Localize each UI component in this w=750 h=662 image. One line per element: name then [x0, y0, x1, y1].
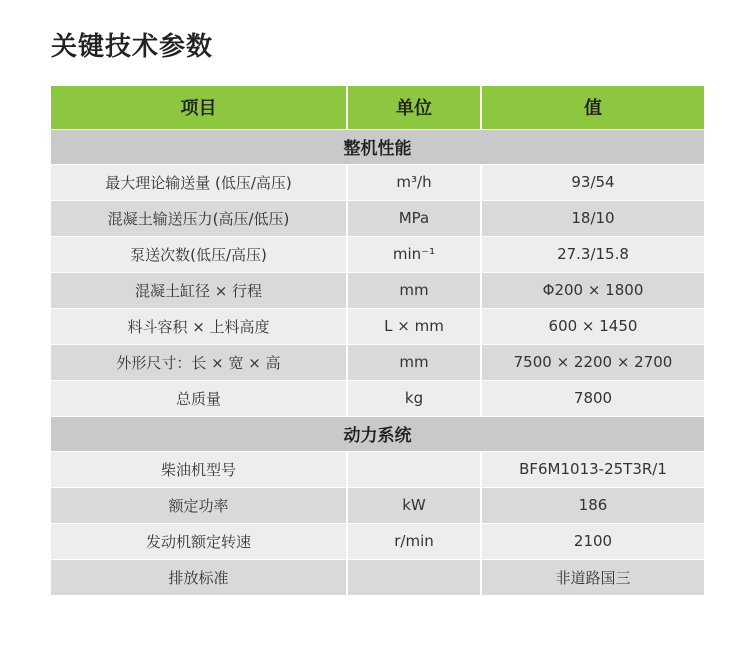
row-item: 发动机额定转速: [51, 523, 347, 559]
row-item: 泵送次数(低压/高压): [51, 236, 347, 272]
row-value: 27.3/15.8: [481, 236, 704, 272]
row-item: 外形尺寸：长 × 宽 × 高: [51, 344, 347, 380]
row-value: 7500 × 2200 × 2700: [481, 344, 704, 380]
spec-table: [51, 86, 704, 595]
row-unit: m³/h: [347, 164, 481, 200]
section-title: 动力系统: [51, 416, 704, 451]
table-row: [51, 559, 704, 595]
table-header-row: [51, 86, 704, 129]
row-unit: L × mm: [347, 308, 481, 344]
row-unit: kg: [347, 380, 481, 416]
row-unit: mm: [347, 344, 481, 380]
table-row: [51, 272, 704, 308]
row-value: 7800: [481, 380, 704, 416]
row-item: 混凝土输送压力(高压/低压): [51, 200, 347, 236]
row-item: 总质量: [51, 380, 347, 416]
row-item: 排放标准: [51, 559, 347, 595]
row-unit: mm: [347, 272, 481, 308]
row-unit: kW: [347, 487, 481, 523]
table-row: [51, 523, 704, 559]
table-row: [51, 380, 704, 416]
table-row: [51, 200, 704, 236]
row-unit: min⁻¹: [347, 236, 481, 272]
table-row: [51, 164, 704, 200]
row-value: 非道路国三: [481, 559, 704, 595]
table-row: [51, 344, 704, 380]
table-row: [51, 451, 704, 487]
header-value: 值: [481, 86, 704, 129]
row-value: 93/54: [481, 164, 704, 200]
row-unit: [347, 451, 481, 487]
header-unit: 单位: [347, 86, 481, 129]
row-unit: r/min: [347, 523, 481, 559]
row-value: 186: [481, 487, 704, 523]
row-value: BF6M1013-25T3R/1: [481, 451, 704, 487]
row-value: 18/10: [481, 200, 704, 236]
section-title: 整机性能: [51, 129, 704, 164]
row-item: 最大理论输送量 (低压/高压): [51, 164, 347, 200]
row-item: 料斗容积 × 上料高度: [51, 308, 347, 344]
row-value: 600 × 1450: [481, 308, 704, 344]
table-row: [51, 487, 704, 523]
row-value: Φ200 × 1800: [481, 272, 704, 308]
row-item: 混凝土缸径 × 行程: [51, 272, 347, 308]
table-row: [51, 236, 704, 272]
section-row: [51, 129, 704, 164]
row-unit: [347, 559, 481, 595]
header-item: 项目: [51, 86, 347, 129]
section-row: [51, 416, 704, 451]
row-value: 2100: [481, 523, 704, 559]
row-item: 柴油机型号: [51, 451, 347, 487]
table-row: [51, 308, 704, 344]
row-unit: MPa: [347, 200, 481, 236]
row-item: 额定功率: [51, 487, 347, 523]
page-title: 关键技术参数: [51, 32, 214, 62]
